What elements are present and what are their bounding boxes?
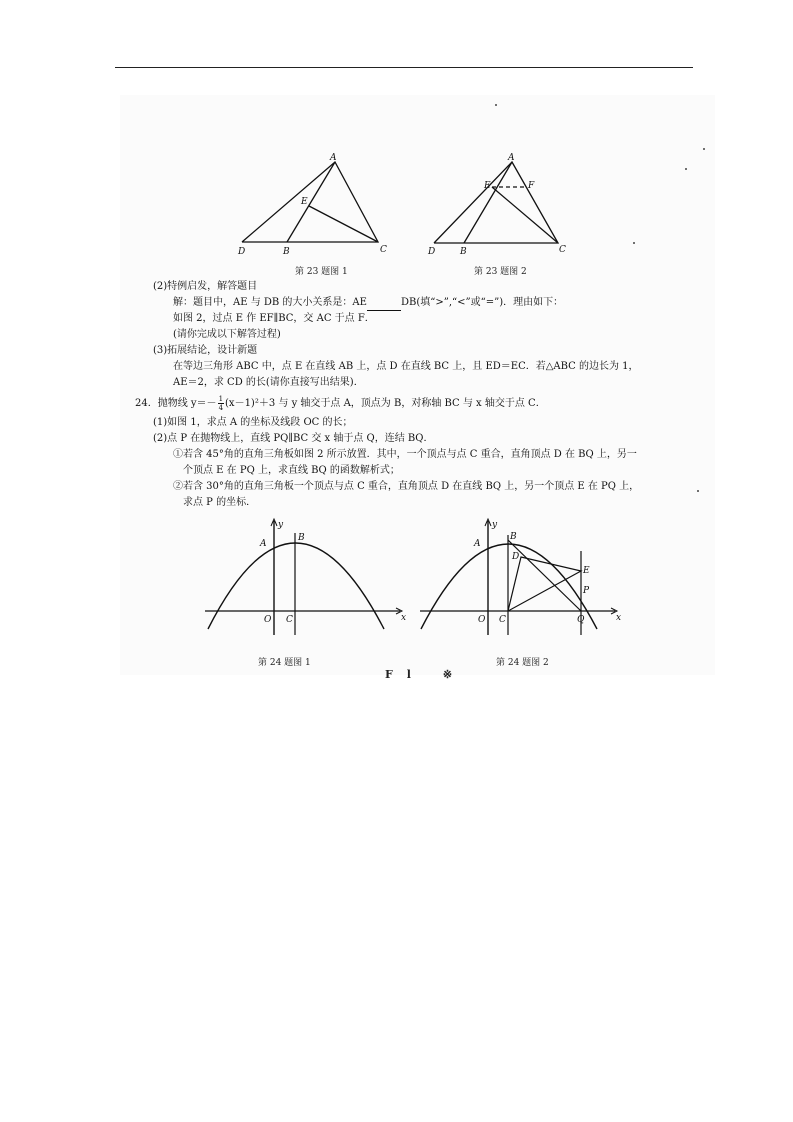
label-a: A: [260, 539, 267, 549]
scan-speck: [697, 490, 699, 492]
answer-blank: [367, 300, 401, 311]
label-b: B: [460, 247, 467, 257]
q23-part3-line2: AE＝2，求 CD 的长(请你直接写出结果)．: [173, 377, 364, 388]
label-b: B: [283, 247, 290, 257]
label-x: x: [616, 613, 622, 623]
q23-part2-line2: 如图 2，过点 E 作 EF∥BC，交 AC 于点 F．: [173, 313, 375, 324]
q24-part2: (2)点 P 在抛物线上，直线 PQ∥BC 交 x 轴于点 Q，连结 BQ．: [153, 433, 434, 444]
label-e: E: [484, 181, 491, 191]
bottom-cutoff-fragment: Fl ※: [385, 668, 467, 681]
label-e: E: [583, 566, 590, 576]
q23-line1-end: DB(填“>”,“<”或“=”)．理由如下：: [400, 297, 564, 308]
fraction: [218, 395, 224, 412]
label-d: D: [428, 247, 436, 257]
q24-stem: [135, 395, 546, 412]
figure-24-1-caption: 第 24 题图 1: [258, 658, 311, 668]
q23-part2-line3: (请你完成以下解答过程): [173, 329, 281, 340]
q24-sub1-line1: ①若含 45°角的直角三角板如图 2 所示放置．其中，一个顶点与点 C 重合，直角顶点 D 在 BQ 上，另一: [173, 449, 637, 460]
figure-24-1: [200, 515, 410, 645]
q24-sub1-line2: 个顶点 E 在 PQ 上，求直线 BQ 的函数解析式；: [183, 465, 400, 476]
label-q: Q: [577, 615, 585, 625]
fraction-numerator: 1: [218, 395, 224, 403]
label-a: A: [330, 153, 337, 163]
label-c: C: [380, 245, 387, 255]
label-x: x: [401, 613, 407, 623]
scan-speck: [703, 148, 705, 150]
label-d: D: [238, 247, 246, 257]
q24-sub2-line2: 求点 P 的坐标．: [183, 497, 257, 508]
label-y: y: [492, 520, 498, 530]
q24-stem-end: (x－1)²＋3 与 y 轴交于点 A，顶点为 B，对称轴 BC 与 x 轴交于点 C．: [225, 398, 546, 409]
q23-part3-line1: 在等边三角形 ABC 中，点 E 在直线 AB 上，点 D 在直线 BC 上，且 ED＝EC．若△ABC 的边长为 1，: [173, 361, 639, 372]
label-p: P: [583, 586, 590, 596]
figure-24-2-caption: 第 24 题图 2: [496, 658, 549, 668]
figure-23-1: [230, 150, 390, 262]
label-a: A: [474, 539, 481, 549]
label-b: B: [298, 533, 305, 543]
label-c: C: [559, 245, 566, 255]
figure-23-1-caption: 第 23 题图 1: [295, 267, 348, 277]
label-d: D: [512, 552, 520, 562]
label-c: C: [499, 615, 506, 625]
label-c: C: [286, 615, 293, 625]
label-f: F: [528, 181, 535, 191]
figure-24-2: [415, 515, 625, 645]
label-o: O: [264, 615, 272, 625]
scan-speck: [685, 168, 687, 170]
q24-sub2-line1: ②若含 30°角的直角三角板一个顶点与点 C 重合，直角顶点 D 在直线 BQ 上，另一个顶点 E 在 PQ 上，: [173, 481, 640, 492]
label-y: y: [278, 520, 284, 530]
scan-speck: [495, 104, 497, 106]
figure-23-2: [422, 150, 582, 262]
q23-line1-start: 解：题目中，AE 与 DB 的大小关系是：AE: [173, 297, 367, 308]
scan-speck: [633, 242, 635, 244]
q23-part2-line1: [173, 295, 563, 311]
header-rule: [115, 67, 693, 68]
fraction-denominator: 4: [218, 404, 224, 412]
label-b: B: [510, 532, 517, 542]
q24-part1: (1)如图 1，求点 A 的坐标及线段 OC 的长；: [153, 417, 353, 428]
q23-part3-title: (3)拓展结论，设计新题: [153, 345, 258, 356]
q23-part2-title: (2)特例启发，解答题目: [153, 281, 258, 292]
q24-stem-start: 24．抛物线 y＝－: [135, 398, 217, 409]
label-o: O: [478, 615, 486, 625]
label-e: E: [301, 197, 308, 207]
label-a: A: [508, 153, 515, 163]
figure-23-2-caption: 第 23 题图 2: [474, 267, 527, 277]
